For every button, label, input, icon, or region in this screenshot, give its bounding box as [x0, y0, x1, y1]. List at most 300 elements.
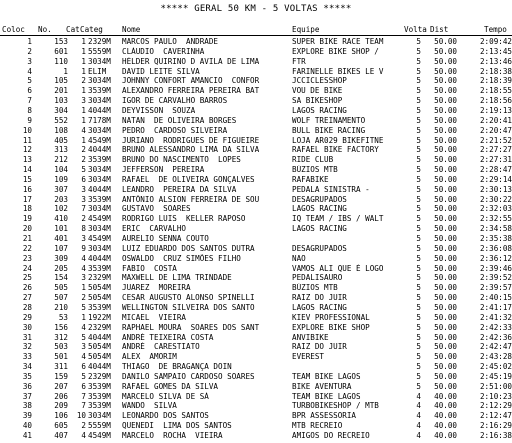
- cell-categ: 3539M: [88, 155, 111, 165]
- cell-equipe: RIDE CLUB: [292, 155, 334, 165]
- cell-nome: BRUNO DO NASCIMENTO LOPES: [122, 155, 241, 165]
- cell-dist: 50.00: [434, 204, 457, 214]
- cell-tempo: 2:19:13: [479, 105, 512, 115]
- cell-no: 601: [54, 46, 68, 56]
- cell-categ: 5054M: [88, 342, 111, 352]
- cell-nome: DAVID LEITE SILVA: [122, 66, 200, 76]
- cell-volta: 5: [416, 362, 421, 372]
- cell-dist: 50.00: [434, 194, 457, 204]
- cell-categ: 2329M: [88, 273, 111, 283]
- cell-tempo: 2:16:29: [479, 421, 512, 431]
- cell-cat: 5: [81, 302, 86, 312]
- cell-no: 104: [54, 165, 68, 175]
- cell-col: 1: [27, 37, 32, 46]
- cell-no: 1: [63, 66, 68, 76]
- cell-no: 501: [54, 352, 68, 362]
- cell-tempo: 2:42:36: [479, 332, 512, 342]
- cell-nome: DEYVISSON SOUZA: [122, 105, 196, 115]
- cell-no: 110: [54, 56, 68, 66]
- cell-equipe: TEAM BIKE LAGOS: [292, 371, 361, 381]
- cell-dist: 40.00: [434, 401, 457, 411]
- cell-equipe: SA BIKESHOP: [292, 96, 343, 106]
- cell-volta: 5: [416, 115, 421, 125]
- cell-tempo: 2:34:58: [479, 224, 512, 234]
- cell-volta: 5: [416, 155, 421, 165]
- cell-dist: 40.00: [434, 421, 457, 431]
- cell-col: 3: [27, 56, 32, 66]
- header-equipe: Equipe: [292, 25, 320, 34]
- cell-cat: 2: [81, 214, 86, 224]
- cell-no: 109: [54, 174, 68, 184]
- cell-dist: 50.00: [434, 283, 457, 293]
- cell-volta: 5: [416, 86, 421, 96]
- cell-categ: 2329M: [88, 322, 111, 332]
- cell-dist: 50.00: [434, 214, 457, 224]
- cell-nome: OSWALDO CRUZ SIMÕES FILHO: [122, 253, 241, 263]
- cell-dist: 50.00: [434, 263, 457, 273]
- cell-cat: 7: [81, 204, 86, 214]
- cell-equipe: FTR: [292, 56, 306, 66]
- cell-cat: 1: [81, 37, 86, 46]
- cell-tempo: 2:41:32: [479, 312, 512, 322]
- cell-cat: 3: [81, 184, 86, 194]
- cell-dist: 50.00: [434, 234, 457, 243]
- cell-cat: 1: [81, 86, 86, 96]
- cell-equipe: BÚZIOS MTB: [292, 165, 338, 175]
- cell-tempo: 2:36:12: [479, 253, 512, 263]
- cell-col: 37: [22, 391, 32, 401]
- cell-col: 22: [22, 243, 32, 253]
- cell-volta: 5: [416, 283, 421, 293]
- cell-equipe: BPR ASSESSORIA: [292, 411, 357, 421]
- cell-nome: WANDO SILVA: [122, 401, 177, 411]
- cell-volta: 5: [416, 37, 421, 46]
- cell-col: 13: [22, 155, 32, 165]
- cell-nome: WELLINGTON SILVEIRA DOS SANTO: [122, 302, 255, 312]
- cell-dist: 50.00: [434, 105, 457, 115]
- cell-col: 25: [22, 273, 32, 283]
- cell-volta: 5: [416, 293, 421, 303]
- cell-dist: 50.00: [434, 56, 457, 66]
- cell-volta: 4: [416, 391, 421, 401]
- cell-cat: 1: [81, 115, 86, 125]
- cell-no: 108: [54, 125, 68, 135]
- cell-equipe: MTB RECREIO: [292, 421, 343, 431]
- cell-nome: RAFAEL DE OLIVEIRA GONÇALVES: [122, 174, 255, 184]
- cell-cat: 1: [81, 283, 86, 293]
- cell-col: 9: [27, 115, 32, 125]
- cell-col: 8: [27, 105, 32, 115]
- cell-tempo: 2:18:55: [479, 86, 512, 96]
- cell-equipe: EXPLORE BIKE SHOP /: [292, 46, 379, 56]
- header-divider: [0, 35, 512, 36]
- cell-volta: 5: [416, 352, 421, 362]
- cell-volta: 5: [416, 371, 421, 381]
- cell-tempo: 2:27:31: [479, 155, 512, 165]
- cell-cat: 6: [81, 174, 86, 184]
- cell-dist: 50.00: [434, 37, 457, 46]
- cell-no: 206: [54, 391, 68, 401]
- cell-nome: MICAEL VIEIRA: [122, 312, 187, 322]
- cell-nome: THIAGO DE BRAGANÇA DOIN: [122, 362, 232, 372]
- cell-volta: 5: [416, 56, 421, 66]
- cell-col: 33: [22, 352, 32, 362]
- cell-categ: 4044M: [88, 362, 111, 372]
- cell-dist: 50.00: [434, 312, 457, 322]
- cell-volta: 5: [416, 135, 421, 145]
- cell-cat: 5: [81, 165, 86, 175]
- cell-col: 35: [22, 371, 32, 381]
- cell-tempo: 2:43:28: [479, 352, 512, 362]
- cell-nome: RODRIGO LUIS KELLER RAPOSO: [122, 214, 246, 224]
- cell-categ: 4549M: [88, 214, 111, 224]
- cell-tempo: 2:21:52: [479, 135, 512, 145]
- cell-categ: 2329M: [88, 37, 111, 46]
- cell-categ: 3034M: [88, 165, 111, 175]
- cell-nome: ERIC CARVALHO: [122, 224, 187, 234]
- cell-categ: 3034M: [88, 174, 111, 184]
- header-dist: Dist: [430, 25, 449, 34]
- cell-dist: 50.00: [434, 273, 457, 283]
- cell-categ: 3034M: [88, 56, 111, 66]
- cell-cat: 5: [81, 371, 86, 381]
- cell-no: 207: [54, 381, 68, 391]
- cell-equipe: LAGOS RACING: [292, 204, 347, 214]
- cell-dist: 50.00: [434, 253, 457, 263]
- cell-cat: 10: [76, 411, 86, 421]
- cell-categ: 5054M: [88, 352, 111, 362]
- cell-tempo: 2:12:29: [479, 401, 512, 411]
- cell-equipe: TURBOBIKESHOP / MTB: [292, 401, 379, 411]
- cell-dist: 50.00: [434, 293, 457, 303]
- cell-volta: 5: [416, 96, 421, 106]
- cell-categ: 4549M: [88, 135, 111, 145]
- cell-categ: 4044M: [88, 105, 111, 115]
- cell-tempo: 2:42:47: [479, 342, 512, 352]
- cell-volta: 5: [416, 194, 421, 204]
- cell-dist: 50.00: [434, 135, 457, 145]
- cell-categ: 4044M: [88, 332, 111, 342]
- page-title: ***** GERAL 50 KM - 5 VOLTAS *****: [160, 4, 352, 14]
- cell-cat: 3: [81, 234, 86, 243]
- cell-categ: 3539M: [88, 86, 111, 96]
- cell-dist: 50.00: [434, 332, 457, 342]
- cell-nome: HÉLDER QUIRINO D AVILA DE LIMA: [122, 56, 260, 66]
- cell-equipe: RAIZ DO JUIR: [292, 293, 347, 303]
- cell-col: 7: [27, 96, 32, 106]
- cell-equipe: WOLF TREINAMENTO: [292, 115, 366, 125]
- cell-volta: 5: [416, 332, 421, 342]
- cell-nome: AURELIO SENNA COUTO: [122, 234, 209, 243]
- cell-volta: 5: [416, 145, 421, 155]
- header-nome: Nome: [122, 25, 141, 34]
- cell-dist: 50.00: [434, 302, 457, 312]
- cell-no: 105: [54, 76, 68, 86]
- cell-cat: 8: [81, 224, 86, 234]
- cell-tempo: 2:41:17: [479, 302, 512, 312]
- cell-cat: 3: [81, 194, 86, 204]
- cell-categ: 1922M: [88, 312, 111, 322]
- cell-col: 2: [27, 46, 32, 56]
- cell-no: 210: [54, 302, 68, 312]
- cell-volta: 5: [416, 243, 421, 253]
- cell-equipe: BULL BIKE RACING: [292, 125, 366, 135]
- cell-nome: CESAR AUGUSTO ALONSO SPINELLI: [122, 293, 255, 303]
- cell-dist: 50.00: [434, 96, 457, 106]
- cell-tempo: 2:10:23: [479, 391, 512, 401]
- cell-cat: 2: [81, 421, 86, 431]
- cell-equipe: EVEREST: [292, 352, 325, 362]
- cell-no: 313: [54, 145, 68, 155]
- cell-categ: 4549M: [88, 431, 111, 440]
- cell-categ: 3034M: [88, 204, 111, 214]
- cell-cat: 2: [81, 76, 86, 86]
- cell-categ: 3034M: [88, 125, 111, 135]
- header-cat: Cat: [66, 25, 80, 34]
- cell-cat: 1: [81, 56, 86, 66]
- cell-col: 5: [27, 76, 32, 86]
- cell-dist: 50.00: [434, 184, 457, 194]
- cell-dist: 40.00: [434, 431, 457, 440]
- cell-tempo: 2:12:47: [479, 411, 512, 421]
- cell-cat: 4: [81, 352, 86, 362]
- cell-cat: 4: [81, 322, 86, 332]
- cell-no: 201: [54, 86, 68, 96]
- cell-cat: 1: [81, 46, 86, 56]
- cell-categ: 5559M: [88, 46, 111, 56]
- cell-equipe: LAGOS RACING: [292, 224, 347, 234]
- cell-volta: 5: [416, 312, 421, 322]
- cell-cat: 6: [81, 381, 86, 391]
- cell-tempo: 2:09:42: [479, 37, 512, 46]
- cell-col: 14: [22, 165, 32, 175]
- cell-volta: 5: [416, 214, 421, 224]
- cell-nome: JEFFERSON PEREIRA: [122, 165, 205, 175]
- cell-nome: ANDRÉ CARESTIATO: [122, 342, 200, 352]
- cell-equipe: RAIZ DO JUIR: [292, 342, 347, 352]
- cell-equipe: PEDALA SINISTRA -: [292, 184, 370, 194]
- cell-no: 312: [54, 332, 68, 342]
- cell-equipe: ANVIBIKE: [292, 332, 329, 342]
- cell-no: 311: [54, 362, 68, 372]
- cell-tempo: 2:13:45: [479, 46, 512, 56]
- cell-categ: 4044M: [88, 184, 111, 194]
- cell-volta: 5: [416, 234, 421, 243]
- header-no: No.: [38, 25, 52, 34]
- cell-categ: 5559M: [88, 421, 111, 431]
- cell-no: 153: [54, 37, 68, 46]
- cell-cat: 6: [81, 362, 86, 372]
- cell-equipe: EXPLORE BIKE SHOP: [292, 322, 370, 332]
- cell-equipe: TEAM BIKE LAGOS: [292, 391, 361, 401]
- cell-nome: ANDRÉ TEIXEIRA COSTA: [122, 332, 214, 342]
- cell-tempo: 2:36:08: [479, 243, 512, 253]
- cell-dist: 50.00: [434, 155, 457, 165]
- cell-col: 30: [22, 322, 32, 332]
- cell-dist: 50.00: [434, 174, 457, 184]
- cell-equipe: VOU DE BIKE: [292, 86, 343, 96]
- cell-equipe: RAFABIKE: [292, 174, 329, 184]
- cell-nome: FABIO COSTA: [122, 263, 177, 273]
- cell-volta: 5: [416, 165, 421, 175]
- cell-tempo: 2:20:41: [479, 115, 512, 125]
- cell-dist: 40.00: [434, 411, 457, 421]
- cell-volta: 5: [416, 125, 421, 135]
- cell-categ: 5054M: [88, 283, 111, 293]
- cell-volta: 5: [416, 66, 421, 76]
- cell-tempo: 2:27:27: [479, 145, 512, 155]
- cell-equipe: DESAGRUPADOS: [292, 194, 347, 204]
- cell-nome: MAXWELL DE LIMA TRINDADE: [122, 273, 232, 283]
- cell-cat: 3: [81, 273, 86, 283]
- table-header: [0, 25, 507, 35]
- cell-col: 12: [22, 145, 32, 155]
- cell-col: 4: [27, 66, 32, 76]
- cell-volta: 5: [416, 322, 421, 332]
- cell-equipe: NAO: [292, 253, 306, 263]
- cell-tempo: 2:13:46: [479, 56, 512, 66]
- cell-categ: 2329M: [88, 371, 111, 381]
- cell-nome: LUIZ EDUARDO DOS SANTOS DUTRA: [122, 243, 255, 253]
- cell-no: 107: [54, 243, 68, 253]
- cell-categ: 3034M: [88, 76, 111, 86]
- cell-categ: 3539M: [88, 391, 111, 401]
- cell-dist: 50.00: [434, 66, 457, 76]
- cell-cat: 2: [81, 145, 86, 155]
- cell-dist: 50.00: [434, 115, 457, 125]
- cell-col: 27: [22, 293, 32, 303]
- cell-equipe: FARINELLE BIKES LE V: [292, 66, 384, 76]
- cell-dist: 50.00: [434, 322, 457, 332]
- cell-nome: RAFAEL GOMES DA SILVA: [122, 381, 219, 391]
- cell-no: 507: [54, 293, 68, 303]
- cell-equipe: LOJA AR029 BIKEFITNE: [292, 135, 384, 145]
- cell-no: 203: [54, 194, 68, 204]
- cell-col: 31: [22, 332, 32, 342]
- cell-cat: 2: [81, 155, 86, 165]
- cell-tempo: 2:32:55: [479, 214, 512, 224]
- cell-tempo: 2:18:56: [479, 96, 512, 106]
- cell-nome: DANILO SAMPAIO CARDOSO SOARES: [122, 371, 255, 381]
- cell-col: 26: [22, 283, 32, 293]
- cell-col: 29: [22, 312, 32, 322]
- cell-cat: 7: [81, 401, 86, 411]
- cell-categ: ELIM: [88, 66, 107, 76]
- cell-dist: 50.00: [434, 362, 457, 372]
- cell-no: 212: [54, 155, 68, 165]
- cell-dist: 50.00: [434, 371, 457, 381]
- cell-dist: 40.00: [434, 391, 457, 401]
- cell-cat: 1: [81, 66, 86, 76]
- cell-cat: 1: [81, 135, 86, 145]
- cell-equipe: LAGOS RACING: [292, 105, 347, 115]
- cell-col: 6: [27, 86, 32, 96]
- cell-nome: LEANDRO PEREIRA DA SILVA: [122, 184, 237, 194]
- cell-col: 36: [22, 381, 32, 391]
- cell-no: 405: [54, 135, 68, 145]
- cell-nome: JUAREZ MOREIRA: [122, 283, 191, 293]
- cell-tempo: 2:35:38: [479, 234, 512, 243]
- cell-volta: 5: [416, 273, 421, 283]
- cell-volta: 5: [416, 204, 421, 214]
- cell-no: 552: [54, 115, 68, 125]
- cell-cat: 3: [81, 342, 86, 352]
- cell-categ: 4044M: [88, 145, 111, 155]
- cell-equipe: LAGOS RACING: [292, 302, 347, 312]
- cell-volta: 5: [416, 76, 421, 86]
- cell-equipe: KIEV PROFESSIONAL: [292, 312, 370, 322]
- cell-equipe: IQ TEAM / IBS / WALT: [292, 214, 384, 224]
- cell-nome: ANTÔNIO ALSION FERREIRA DE SOU: [122, 194, 260, 204]
- cell-tempo: 2:39:52: [479, 273, 512, 283]
- cell-cat: 4: [81, 253, 86, 263]
- cell-tempo: 2:39:46: [479, 263, 512, 273]
- cell-nome: GUSTAVO SOARES: [122, 204, 191, 214]
- cell-nome: ALEX AMORIM: [122, 352, 177, 362]
- cell-cat: 1: [81, 312, 86, 322]
- cell-tempo: 2:30:22: [479, 194, 512, 204]
- cell-no: 505: [54, 283, 68, 293]
- cell-col: 20: [22, 224, 32, 234]
- cell-col: 18: [22, 204, 32, 214]
- cell-nome: LEONARDO DOS SANTOS: [122, 411, 209, 421]
- cell-volta: 5: [416, 342, 421, 352]
- header-tempo: Tempo: [484, 25, 507, 34]
- cell-nome: NATAN DE OLIVEIRA BORGES: [122, 115, 237, 125]
- cell-volta: 5: [416, 184, 421, 194]
- cell-dist: 50.00: [434, 76, 457, 86]
- cell-volta: 4: [416, 431, 421, 440]
- cell-categ: 4044M: [88, 253, 111, 263]
- cell-col: 38: [22, 401, 32, 411]
- cell-categ: 3034M: [88, 243, 111, 253]
- cell-equipe: BIKE AVENTURA: [292, 381, 352, 391]
- cell-no: 605: [54, 421, 68, 431]
- cell-volta: 5: [416, 253, 421, 263]
- cell-cat: 7: [81, 391, 86, 401]
- header-coloc: Coloc: [2, 25, 25, 34]
- cell-volta: 4: [416, 421, 421, 431]
- cell-volta: 5: [416, 381, 421, 391]
- cell-tempo: 2:32:03: [479, 204, 512, 214]
- cell-dist: 50.00: [434, 46, 457, 56]
- cell-volta: 5: [416, 224, 421, 234]
- cell-col: 40: [22, 421, 32, 431]
- cell-volta: 5: [416, 46, 421, 56]
- cell-no: 209: [54, 401, 68, 411]
- cell-no: 101: [54, 224, 68, 234]
- cell-volta: 5: [416, 174, 421, 184]
- cell-dist: 50.00: [434, 381, 457, 391]
- cell-col: 39: [22, 411, 32, 421]
- cell-categ: 3539M: [88, 381, 111, 391]
- cell-no: 102: [54, 204, 68, 214]
- cell-categ: 4549M: [88, 234, 111, 243]
- cell-cat: 2: [81, 293, 86, 303]
- cell-col: 24: [22, 263, 32, 273]
- cell-nome: PEDRO CARDOSO SILVEIRA: [122, 125, 228, 135]
- cell-equipe: SUPER BIKE RACE TEAM: [292, 37, 384, 46]
- cell-dist: 50.00: [434, 125, 457, 135]
- cell-col: 41: [22, 431, 32, 440]
- cell-categ: 3034M: [88, 411, 111, 421]
- cell-tempo: 2:39:57: [479, 283, 512, 293]
- cell-dist: 50.00: [434, 243, 457, 253]
- cell-categ: 3034M: [88, 96, 111, 106]
- cell-col: 32: [22, 342, 32, 352]
- cell-col: 23: [22, 253, 32, 263]
- cell-volta: 5: [416, 105, 421, 115]
